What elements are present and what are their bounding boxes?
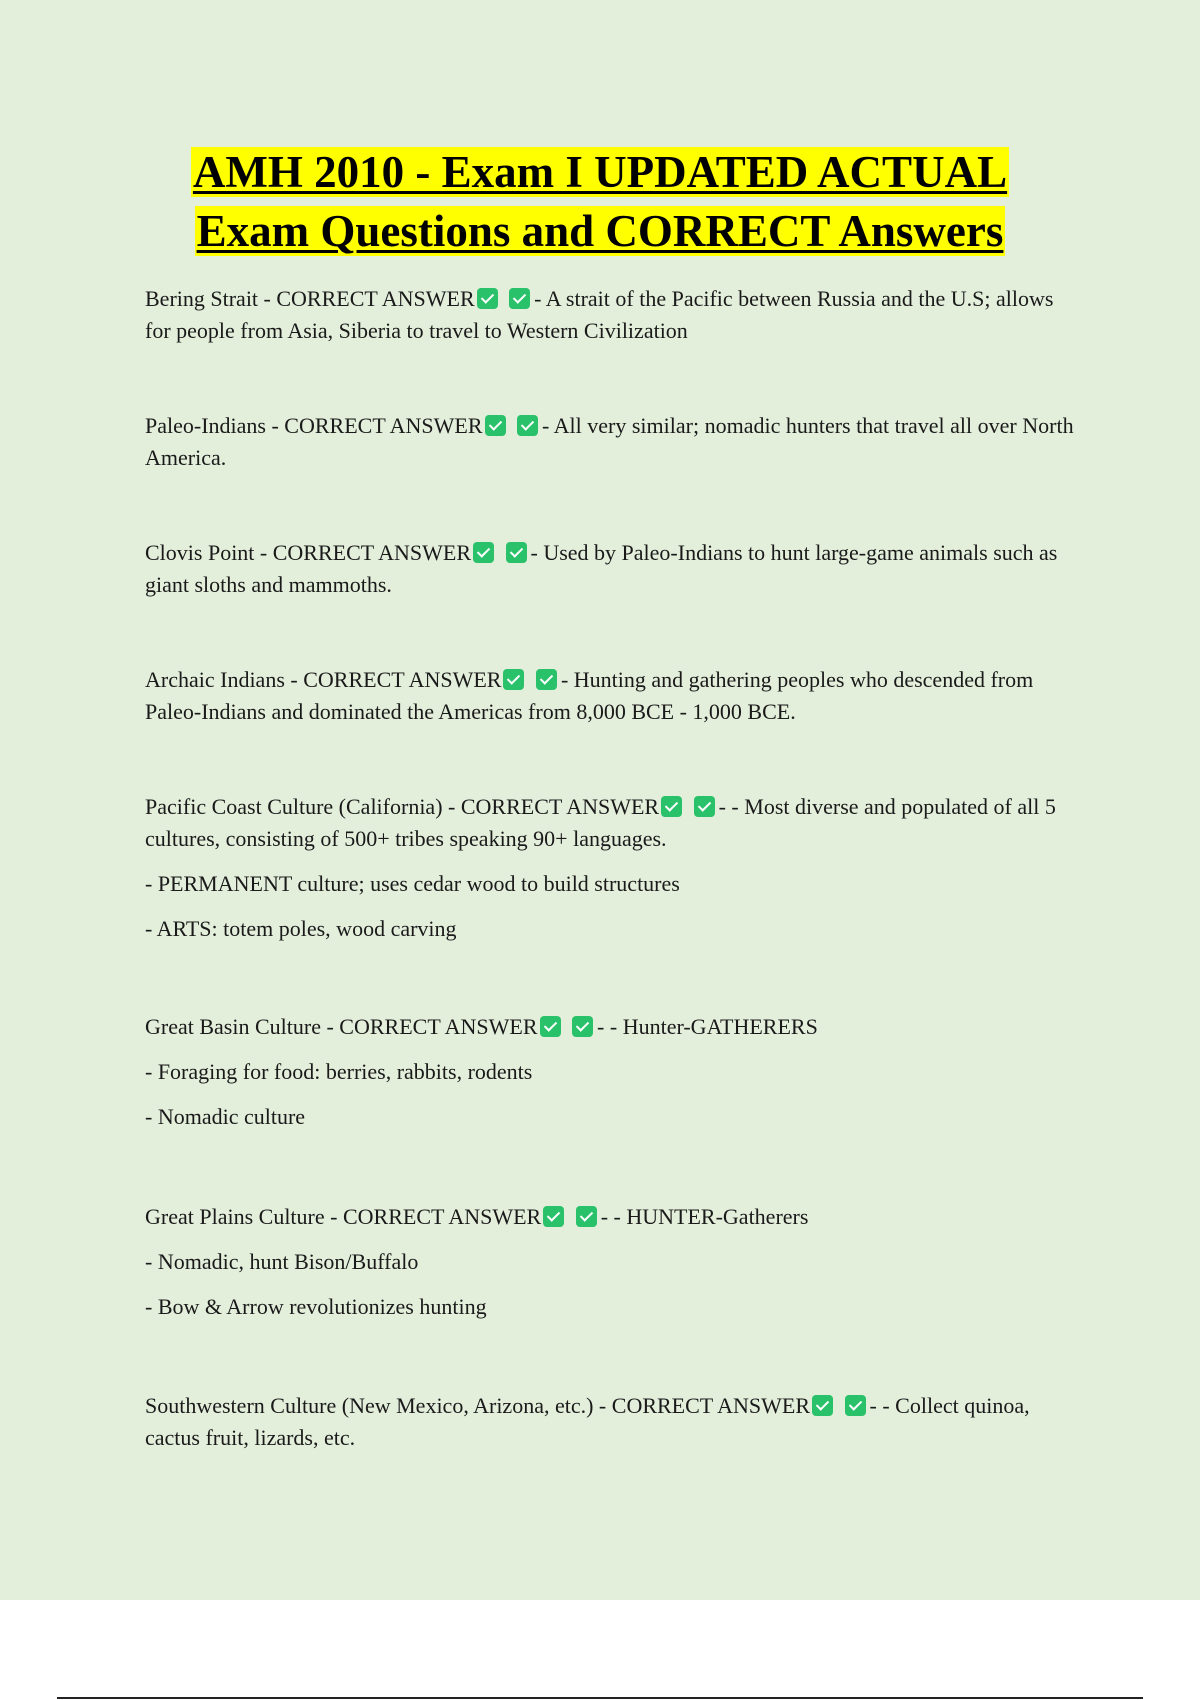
- correct-answer-label: CORRECT ANSWER: [342, 1204, 542, 1229]
- answer-text: - - Hunter-GATHERERS: [597, 1014, 818, 1039]
- term: Great Plains Culture -: [145, 1204, 343, 1229]
- term: Paleo-Indians -: [145, 413, 285, 438]
- checkmark-icon: [536, 669, 557, 690]
- qa-entry: [145, 283, 1080, 347]
- correct-answer-label: CORRECT ANSWER: [611, 1393, 811, 1418]
- entry-main-line: [145, 791, 1080, 855]
- answer-text: - Used by Paleo-Indians to hunt large-game animals such as giant sloths and mammoths.: [145, 540, 1058, 597]
- answer-text: - A strait of the Pacific between Russia and the U.S; allows for people from Asia, Siberia to travel to Western Civilization: [145, 286, 1054, 343]
- answer-text: - - Collect quinoa, cactus fruit, lizards, etc.: [145, 1393, 1030, 1450]
- checkmark-icon: [845, 1395, 866, 1416]
- title-line-1: AMH 2010 - Exam I UPDATED ACTUAL: [192, 147, 1008, 197]
- answer-bullet: - Nomadic, hunt Bison/Buffalo: [145, 1249, 419, 1274]
- checkmark-icon: [517, 415, 538, 436]
- checkmark-icon: [576, 1206, 597, 1227]
- answer-bullet: - ARTS: totem poles, wood carving: [145, 916, 457, 941]
- entry-main-line: [145, 1390, 1080, 1454]
- entry-main-line: [145, 1011, 1080, 1043]
- answer-text: - All very similar; nomadic hunters that travel all over North America.: [145, 413, 1074, 470]
- term: Great Basin Culture -: [145, 1014, 340, 1039]
- checkmark-icon: [812, 1395, 833, 1416]
- checkmark-icon: [485, 415, 506, 436]
- correct-answer-label: CORRECT ANSWER: [460, 794, 660, 819]
- qa-entry: [145, 410, 1080, 474]
- term: Pacific Coast Culture (California) -: [145, 794, 461, 819]
- checkmark-icon: [506, 542, 527, 563]
- checkmark-icon: [572, 1016, 593, 1037]
- page-title: [0, 143, 1200, 261]
- term: Clovis Point -: [145, 540, 273, 565]
- term: Southwestern Culture (New Mexico, Arizona, etc.) -: [145, 1393, 612, 1418]
- answer-text: - - HUNTER-Gatherers: [600, 1204, 809, 1229]
- entry-main-line: [145, 283, 1080, 347]
- correct-answer-label: CORRECT ANSWER: [339, 1014, 538, 1039]
- qa-entry: [145, 1390, 1080, 1454]
- answer-text: - - Most diverse and populated of all 5 cultures, consisting of 500+ tribes speaking 90+ languages.: [145, 794, 1056, 851]
- title-line-2: Exam Questions and CORRECT Answers: [196, 206, 1004, 256]
- checkmark-icon: [543, 1206, 564, 1227]
- answer-bullet: - Bow & Arrow revolutionizes hunting: [145, 1294, 487, 1319]
- answer-bullet: - PERMANENT culture; uses cedar wood to build structures: [145, 871, 680, 896]
- checkmark-icon: [661, 796, 682, 817]
- answer-bullet: - Foraging for food: berries, rabbits, rodents: [145, 1059, 533, 1084]
- qa-entry: [145, 791, 1080, 945]
- qa-entry: [145, 537, 1080, 601]
- answer-text: - Hunting and gathering peoples who descended from Paleo-Indians and dominated the Americas from 8,000 BCE - 1,000 BCE.: [145, 667, 1034, 724]
- correct-answer-label: CORRECT ANSWER: [276, 286, 475, 311]
- entry-main-line: [145, 664, 1080, 728]
- qa-entry: [145, 1011, 1080, 1133]
- page-divider: [57, 1697, 1143, 1699]
- entry-main-line: [145, 410, 1080, 474]
- checkmark-icon: [540, 1016, 561, 1037]
- qa-entry: [145, 1201, 1080, 1323]
- entry-main-line: [145, 537, 1080, 601]
- qa-entry: [145, 664, 1080, 728]
- term: Archaic Indians -: [145, 667, 304, 692]
- checkmark-icon: [477, 288, 498, 309]
- entry-main-line: [145, 1201, 1080, 1233]
- checkmark-icon: [473, 542, 494, 563]
- checkmark-icon: [694, 796, 715, 817]
- answer-bullet: - Nomadic culture: [145, 1104, 306, 1129]
- checkmark-icon: [503, 669, 524, 690]
- checkmark-icon: [509, 288, 530, 309]
- correct-answer-label: CORRECT ANSWER: [272, 540, 471, 565]
- correct-answer-label: CORRECT ANSWER: [284, 413, 483, 438]
- term: Bering Strait -: [145, 286, 277, 311]
- correct-answer-label: CORRECT ANSWER: [303, 667, 502, 692]
